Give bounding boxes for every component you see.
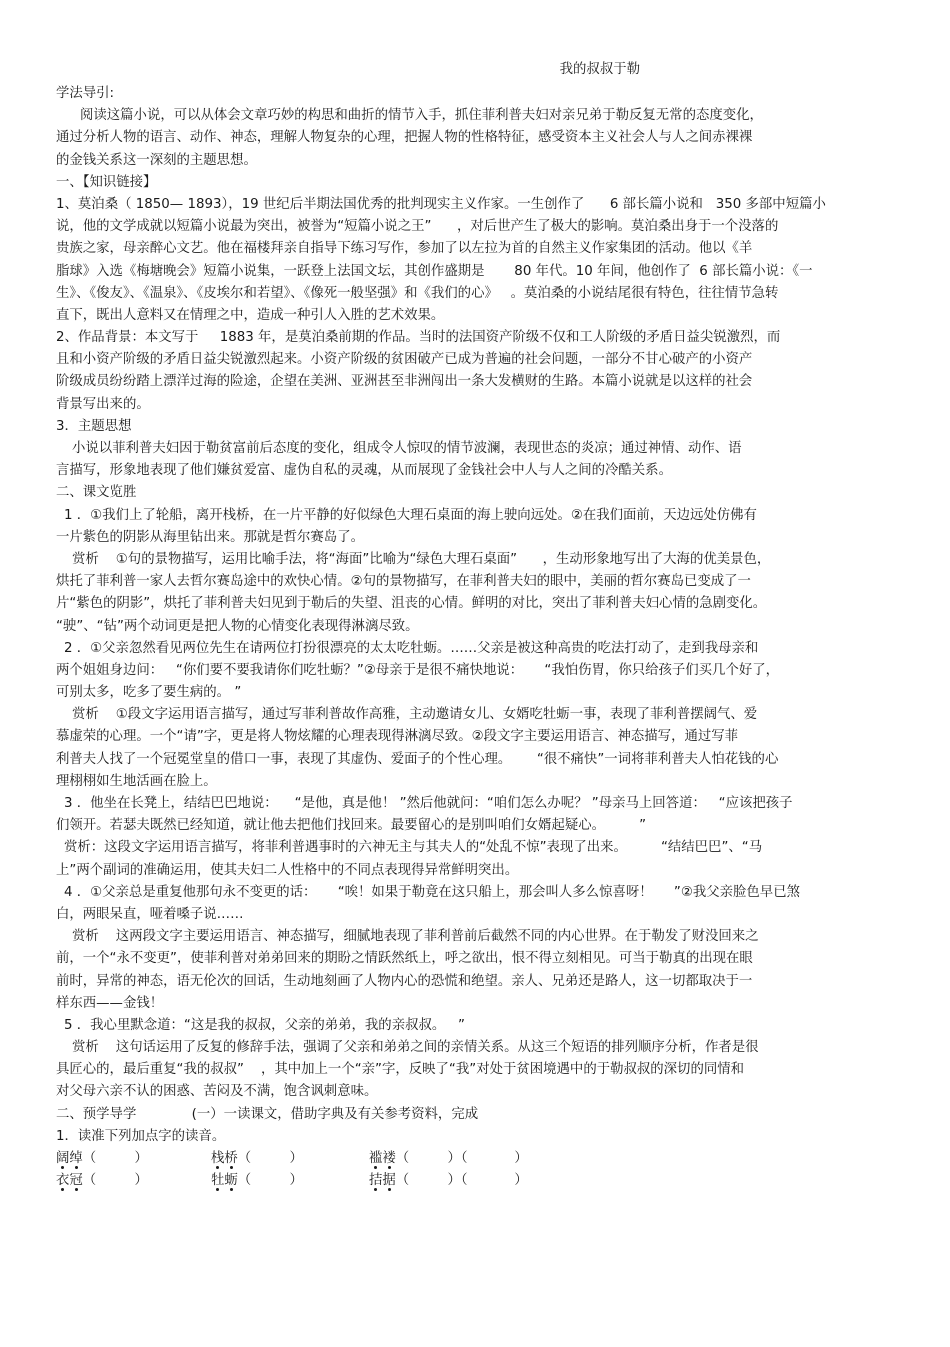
pronunciation-item <box>56 1148 148 1170</box>
text-line: 1 ．①我们上了轮船，离开栈桥，在一片平静的好似绿色大理石桌面的海上驶向远处。②在我们面前，天边远处仿佛有 <box>64 507 757 523</box>
text-line: 阶级成员纷纷踏上漂洋过海的险途，企望在美洲、亚洲甚至非洲闯出一条大发横财的生路。本篇小说就是以这样的社会 <box>56 374 753 390</box>
text-line: 上”两个副词的准确运用，使其夫妇二人性格中的不同点表现得异常鲜明突出。 <box>56 862 519 878</box>
text-line: 1、莫泊桑（ 1850— 1893），19 世纪后半期法国优秀的批判现实主义作家。一生创作了 6 部长篇小说和 350 多部中短篇小 <box>56 196 826 212</box>
answer-blank: （ ） <box>82 1173 148 1189</box>
text-line: 阅读这篇小说，可以从体会文章巧妙的构思和曲折的情节入手，抓住菲利普夫妇对亲兄弟于勒反复无常的态度变化， <box>80 108 763 124</box>
pronunciation-item <box>211 1170 303 1192</box>
text-line: 背景写出来的。 <box>56 396 150 412</box>
pronunciation-row-2 <box>56 1170 888 1192</box>
text-line: 3 ．他坐在长凳上，结结巴巴地说： “是他，真是他！ ”然后他就问：“咱们怎么办呢？ ”母亲马上回答道： “应该把孩子 <box>64 796 793 811</box>
text-line: 前，一个“永不变更”，使菲利普对弟弟回来的期盼之情跃然纸上，呼之欲出，恨不得立刻相见。可当于勒真的出现在眼 <box>56 951 753 967</box>
text-line: “驶”、“钻”两个动词更是把人物的心情变化表现得淋漓尽致。 <box>56 618 419 634</box>
text-line: 4 ．①父亲总是重复他那句永不变更的话： “唉！如果于勒竟在这只船上，那会叫人多么惊喜呀！ ”②我父亲脸色早已煞 <box>64 884 800 900</box>
text-line: 2 ．①父亲忽然看见两位先生在请两位打扮很漂亮的太太吃牡蛎。……父亲是被这种高贵的吃法打动了，走到我母亲和 <box>64 640 759 656</box>
text-line: 一、【知识链接】 <box>56 174 157 190</box>
text-line: 直下，既出人意料又在情理之中，造成一种引人入胜的艺术效果。 <box>56 307 445 323</box>
text-line: 可别太多，吃多了要生病的。 ” <box>56 685 242 701</box>
text-line: 赏析 ①句的景物描写，运用比喻手法，将“海面”比喻为“绿色大理石桌面” ，生动形象地写出了大海的优美景色， <box>72 551 771 567</box>
pronunciation-word: 牡蛎 <box>211 1173 238 1189</box>
pronunciation-word: 衣冠 <box>56 1173 83 1189</box>
text-line: 利普夫人找了一个冠冕堂皇的借口一事，表现了其虚伪、爱面子的个性心理。 “很不痛快”一词将菲利普夫人怕花钱的心 <box>56 751 779 767</box>
text-line: 样东西——金钱！ <box>56 995 164 1011</box>
pronunciation-word: 拮据 <box>369 1173 396 1189</box>
text-line: 赏析：这段文字运用语言描写，将菲利普遇事时的六神无主与其夫人的“处乱不惊”表现了出来。 “结结巴巴”、“马 <box>64 840 763 856</box>
text-line: 说，他的文学成就以短篇小说最为突出，被誉为“短篇小说之王” ，对后世产生了极大的影响。莫泊桑出身于一个没落的 <box>56 219 779 235</box>
text-line: 白，两眼呆直，哑着嗓子说…… <box>56 906 244 922</box>
text-line: 们领开。若瑟夫既然已经知道，就让他去把他们找回来。最要留心的是别叫咱们女婿起疑心。 ” <box>56 818 647 834</box>
pronunciation-item <box>211 1148 303 1170</box>
text-line: 2、作品背景：本文写于 1883 年，是莫泊桑前期的作品。当时的法国资产阶级不仅和工人阶级的矛盾日益尖锐激烈，而 <box>56 330 781 346</box>
text-line: 对父母六亲不认的困惑、苦闷及不满，饱含讽刺意味。 <box>56 1084 378 1100</box>
pronunciation-word: 褴褛 <box>369 1151 396 1166</box>
pronunciation-word: 阔绰 <box>56 1151 83 1166</box>
text-line: 一片紫色的阴影从海里钻出来。那就是哲尔赛岛了。 <box>56 529 364 545</box>
text-line: 生》、《俊友》、《温泉》、《皮埃尔和若望》、《像死一般坚强》和《我们的心》 。莫泊桑的小说结尾很有特色，往往情节急转 <box>56 285 779 301</box>
text-line: 烘托了菲利普一家人去哲尔赛岛途中的欢快心情。②句的景物描写，在菲利普夫妇的眼中，美丽的哲尔赛岛已变成了一 <box>56 574 751 590</box>
text-line: 1．读准下列加点字的读音。 <box>56 1128 226 1144</box>
text-line: 通过分析人物的语言、动作、神态，理解人物复杂的心理，把握人物的性格特征，感受资本主义社会人与人之间赤裸裸 <box>56 130 753 146</box>
text-line: 且和小资产阶级的矛盾日益尖锐激烈起来。小资产阶级的贫困破产已成为普遍的社会问题，一部分不甘心破产的小资产 <box>56 352 753 368</box>
answer-blank: （ ）（ ） <box>395 1173 528 1189</box>
text-line: 具匠心的，最后重复“我的叔叔” ，其中加上一个“亲”字，反映了“我”对处于贫困境遇中的于勒叔叔的深切的同情和 <box>56 1062 745 1078</box>
text-line: 二、课文览胜 <box>56 485 137 501</box>
pronunciation-word: 栈桥 <box>211 1151 238 1166</box>
document-page <box>56 58 888 1192</box>
text-line: 5 ．我心里默念道：“这是我的叔叔，父亲的弟弟，我的亲叔叔。 ” <box>64 1017 465 1033</box>
answer-blank: （ ） <box>237 1173 303 1189</box>
answer-blank: （ ）（ ） <box>395 1151 528 1166</box>
text-line: 二、预学导学 (一）一读课文，借助字典及有关参考资料，完成 <box>56 1106 479 1122</box>
text-line: 言描写，形象地表现了他们嫌贫爱富、虚伪自私的灵魂，从而展现了金钱社会中人与人之间的冷酷关系。 <box>56 463 672 479</box>
text-line: 慕虚荣的心理。一个“请”字，更是将人物炫耀的心理表现得淋漓尽致。②段文字主要运用语言、神态描写，通过写菲 <box>56 729 739 745</box>
document-body <box>56 83 888 1148</box>
pronunciation-item <box>369 1170 528 1192</box>
text-line: 的金钱关系这一深刻的主题思想。 <box>56 152 257 168</box>
text-line: 两个姐姐身边问： “你们要不要我请你们吃牡蛎？”②母亲于是很不痛快地说： “我怕伤胃，你只给孩子们买几个好了， <box>56 662 780 678</box>
text-line: 前时，异常的神态，语无伦次的回话，生动地刻画了人物内心的恐慌和绝望。亲人、兄弟还是路人，这一切都取决于一 <box>56 973 753 989</box>
text-line: 赏析 ①段文字运用语言描写，通过写菲利普故作高雅，主动邀请女儿、女婿吃牡蛎一事，表现了菲利普摆阔气、爱 <box>72 707 758 723</box>
pronunciation-item <box>369 1148 528 1170</box>
text-line: 赏析 这句话运用了反复的修辞手法，强调了父亲和弟弟之间的亲情关系。从这三个短语的排列顺序分析，作者是很 <box>72 1040 759 1056</box>
text-line: 片“紫色的阴影”，烘托了菲利普夫妇见到于勒后的失望、沮丧的心情。鲜明的对比，突出了菲利普夫妇心情的急剧变化。 <box>56 596 767 612</box>
text-line: 贵族之家，母亲醉心文艺。他在福楼拜亲自指导下练习写作，参加了以左拉为首的自然主义作家集团的活动。他以《羊 <box>56 241 753 257</box>
document-title: 我的叔叔于勒 <box>559 62 640 77</box>
pronunciation-row-1 <box>56 1148 888 1170</box>
text-line: 脂球》入选《梅塘晚会》短篇小说集，一跃登上法国文坛，其创作盛期是 80 年代。10 年间，他创作了 6 部长篇小说：《一 <box>56 263 813 279</box>
answer-blank: （ ） <box>237 1151 303 1166</box>
text-line: 3．主题思想 <box>56 418 132 434</box>
text-line: 学法导引: <box>56 86 115 101</box>
text-line: 小说以菲利普夫妇因于勒贫富前后态度的变化，组成令人惊叹的情节波澜，表现世态的炎凉；通过神情、动作、语 <box>72 441 742 456</box>
answer-blank: （ ） <box>82 1151 148 1166</box>
pronunciation-item <box>56 1170 148 1192</box>
text-line: 赏析 这两段文字主要运用语言、神态描写，细腻地表现了菲利普前后截然不同的内心世界。在于勒发了财没回来之 <box>72 929 759 945</box>
text-line: 理栩栩如生地活画在脸上。 <box>56 773 217 789</box>
